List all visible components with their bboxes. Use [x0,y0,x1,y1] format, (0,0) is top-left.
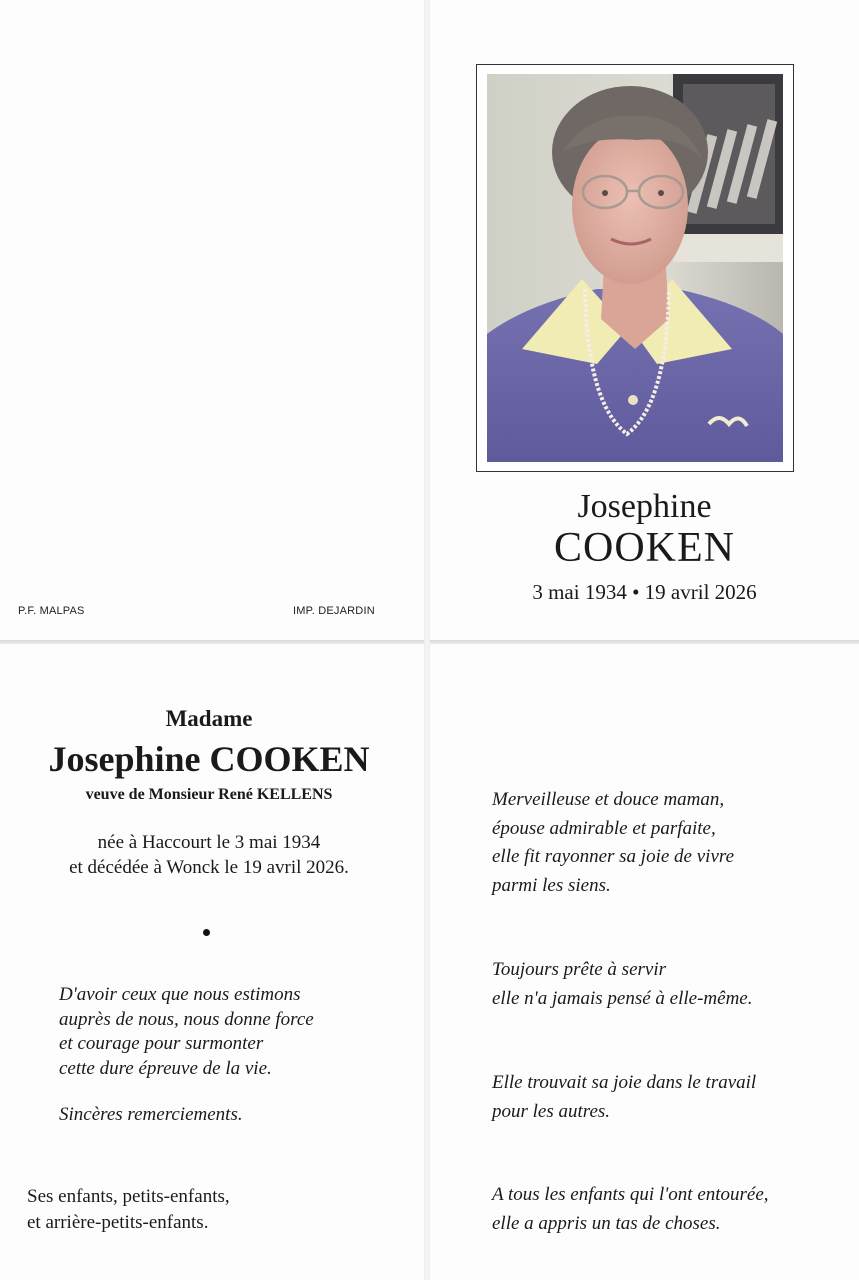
thanks-line: Sincères remerciements. [59,1104,243,1125]
consolation-quote [59,983,314,1081]
stanza-line: A tous les enfants qui l'ont entourée, [492,1184,769,1205]
stanza-1 [492,786,734,900]
quote-line: et courage pour surmonter [59,1033,264,1054]
family-line: et arrière-petits-enfants. [27,1212,209,1233]
stanza-line: Merveilleuse et douce maman, [492,789,725,810]
stanza-line: elle a appris un tas de choses. [492,1212,721,1234]
stanza-3 [492,1069,756,1126]
family-line: Ses enfants, petits-enfants, [27,1186,230,1207]
stanza-line: Toujours prête à servir [492,959,667,980]
front-dates: 3 mai 1934 • 19 avril 2026 [532,580,757,604]
stanza-line: Elle trouvait sa joie dans le travail [492,1072,757,1093]
stanza-line: elle n'a jamais pensé à elle-même. [492,987,753,1009]
deceased-full-name: Josephine COOKEN [48,739,370,779]
stanza-4 [492,1181,769,1238]
portrait-photo [487,74,783,462]
quote-line: auprès de nous, nous donne force [59,1008,314,1030]
separator-dot [203,929,210,936]
widow-line: veuve de Monsieur René KELLENS [85,786,333,803]
back-cover-panel [0,0,424,640]
birth-line: née à Haccourt le 3 mai 1934 [97,832,321,853]
portrait-frame [476,64,794,472]
printer-credit: IMP. DEJARDIN [293,605,375,617]
quote-line: D'avoir ceux que nous estimons [59,984,301,1005]
stanza-line: épouse admirable et parfaite, [492,817,716,839]
death-line: et décédée à Wonck le 19 avril 2026. [69,857,349,878]
stanza-line: pour les autres. [492,1100,611,1122]
stanza-line: parmi les siens. [492,874,611,896]
fold-line-vertical [424,0,430,1280]
title-madame: Madame [165,706,253,731]
quote-line: cette dure épreuve de la vie. [59,1057,272,1079]
birth-death-block [0,830,418,880]
stanza-line: elle fit rayonner sa joie de vivre [492,846,734,867]
stanza-2 [492,956,752,1013]
front-last-name: COOKEN [554,525,735,571]
front-first-name: Josephine [577,488,712,525]
family-signature [27,1184,230,1236]
funeral-home-credit: P.F. MALPAS [18,605,85,617]
